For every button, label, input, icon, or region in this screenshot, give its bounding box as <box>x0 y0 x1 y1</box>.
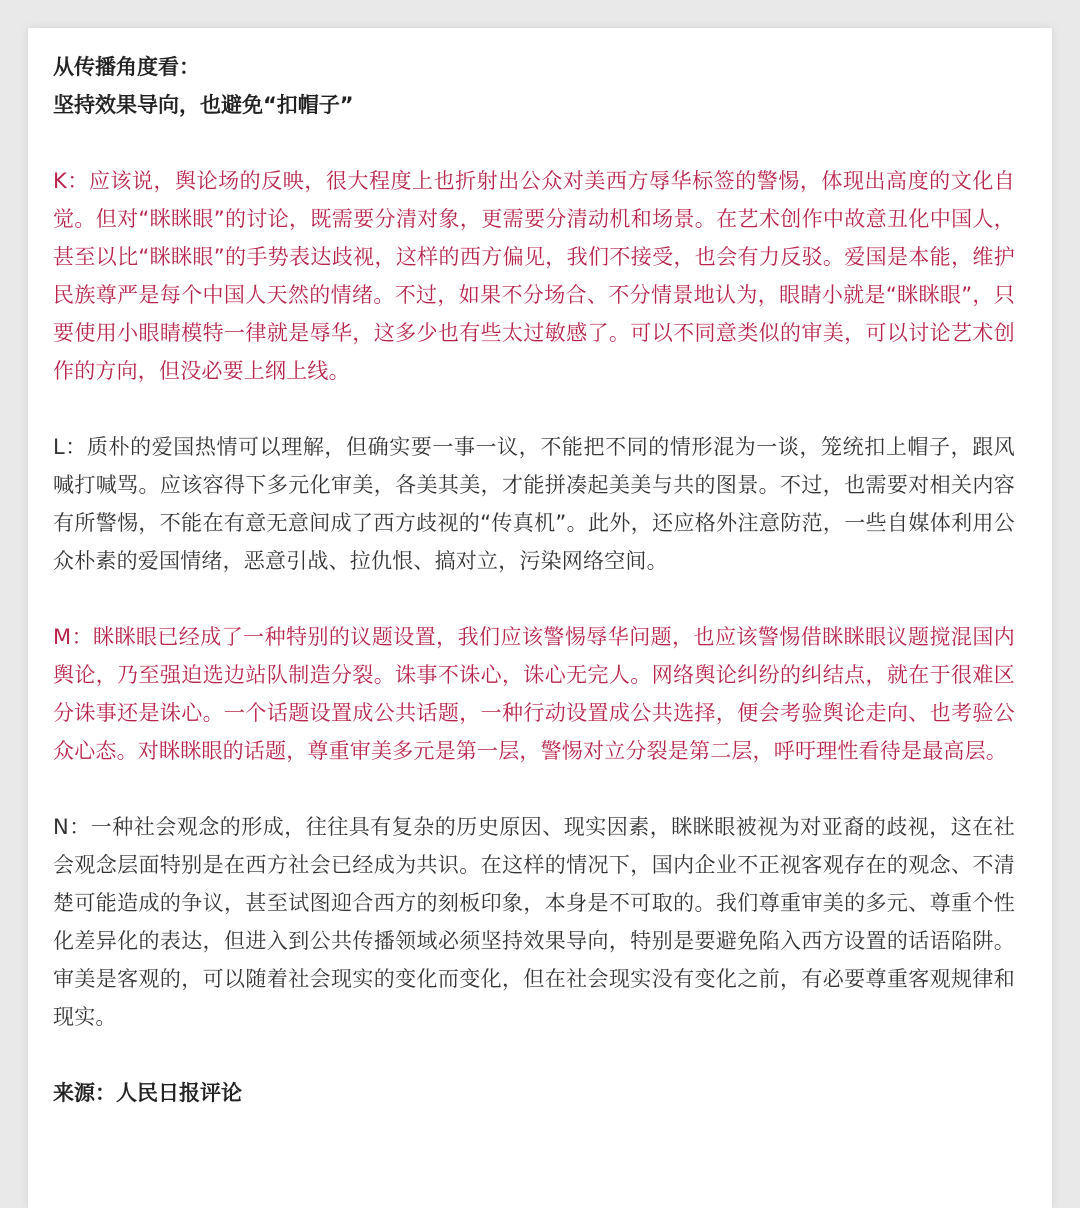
section-heading-line1: 从传播角度看： <box>53 55 200 79</box>
article-content <box>53 48 1015 1112</box>
paragraph-k: K：应该说，舆论场的反映，很大程度上也折射出公众对美西方辱华标签的警惕，体现出高度的文化自觉。但对“眯眯眼”的讨论，既需要分清对象，更需要分清动机和场景。在艺术创作中故意丑化中国人，甚至以比“眯眯眼”的手势表达歧视，这样的西方偏见，我们不接受，也会有力反驳。爱国是本能，维护民族尊严是每个中国人天然的情绪。不过，如果不分场合、不分情景地认为，眼睛小就是“眯眯眼”，只要使用小眼睛模特一律就是辱华，这多少也有些太过敏感了。可以不同意类似的审美，可以讨论艺术创作的方向，但没必要上纲上线。 <box>53 169 1015 383</box>
paragraph-n: N：一种社会观念的形成，往往具有复杂的历史原因、现实因素，眯眯眼被视为对亚裔的歧视，这在社会观念层面特别是在西方社会已经成为共识。在这样的情况下，国内企业不正视客观存在的观念、不清楚可能造成的争议，甚至试图迎合西方的刻板印象，本身是不可取的。我们尊重审美的多元、尊重个性化差异化的表达，但进入到公共传播领域必须坚持效果导向，特别是要避免陷入西方设置的话语陷阱。审美是客观的，可以随着社会现实的变化而变化，但在社会现实没有变化之前，有必要尊重客观规律和现实。 <box>53 815 1015 1029</box>
section-heading-line2: 坚持效果导向，也避免“扣帽子” <box>53 93 354 117</box>
paragraph-l: L：质朴的爱国热情可以理解，但确实要一事一议，不能把不同的情形混为一谈，笼统扣上帽子，跟风喊打喊骂。应该容得下多元化审美，各美其美，才能拼凑起美美与共的图景。不过，也需要对相关内容有所警惕，不能在有意无意间成了西方歧视的“传真机”。此外，还应格外注意防范，一些自媒体利用公众朴素的爱国情绪，恶意引战、拉仇恨、搞对立，污染网络空间。 <box>53 435 1015 573</box>
source-attribution: 来源：人民日报评论 <box>53 1081 242 1105</box>
spacer <box>53 580 1015 618</box>
article-card <box>28 28 1052 1208</box>
paragraph-m: M：眯眯眼已经成了一种特别的议题设置，我们应该警惕辱华问题，也应该警惕借眯眯眼议题搅混国内舆论，乃至强迫选边站队制造分裂。诛事不诛心，诛心无完人。网络舆论纠纷的纠结点，就在于很难区分诛事还是诛心。一个话题设置成公共话题，一种行动设置成公共选择，便会考验舆论走向、也考验公众心态。对眯眯眼的话题，尊重审美多元是第一层，警惕对立分裂是第二层，呼吁理性看待是最高层。 <box>53 625 1015 763</box>
spacer <box>53 390 1015 428</box>
spacer <box>53 1036 1015 1074</box>
spacer <box>53 124 1015 162</box>
spacer <box>53 770 1015 808</box>
